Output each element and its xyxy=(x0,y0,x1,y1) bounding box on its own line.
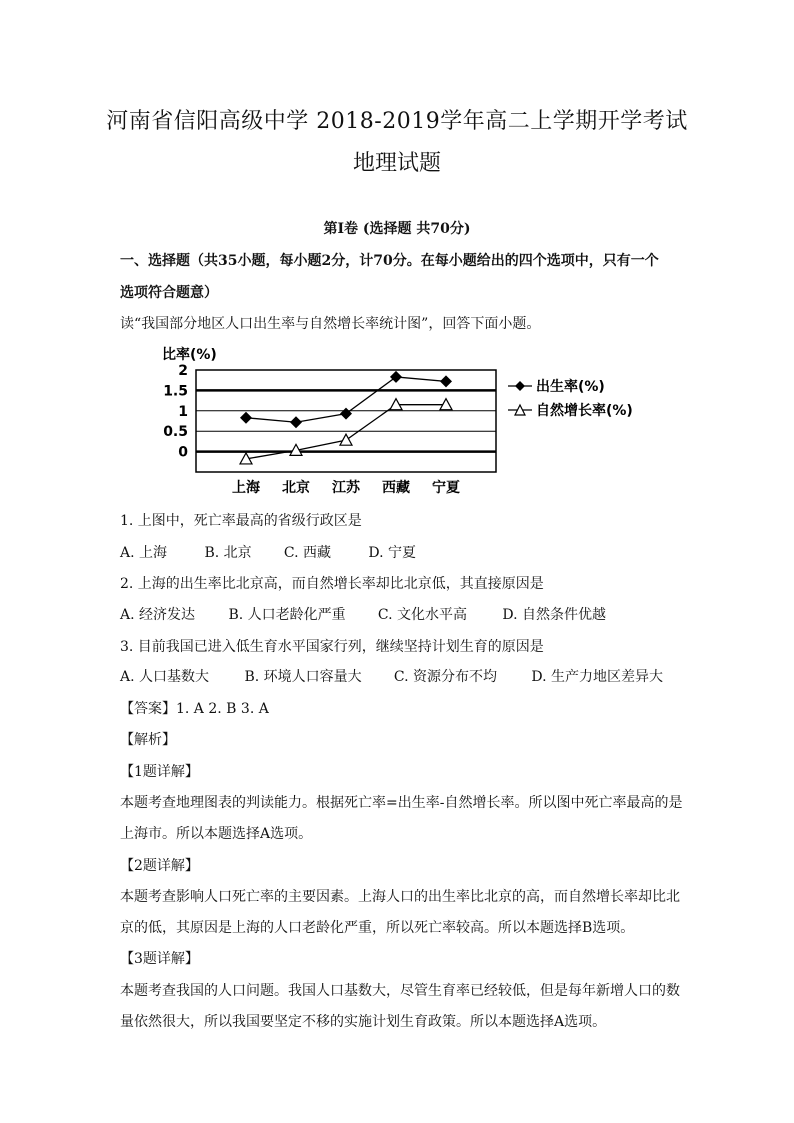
legend-diamond-marker xyxy=(515,381,525,391)
q3-option-b: B. 环境人口容量大 xyxy=(244,669,362,685)
document-subtitle: 地理试题 xyxy=(352,151,441,176)
detail-1-line-1: 本题考查地理图表的判读能力。根据死亡率=出生率-自然增长率。所以图中死亡率最高的是 xyxy=(120,795,683,811)
q2-option-d: D. 自然条件优越 xyxy=(502,607,606,623)
y-tick-label: 0 xyxy=(178,444,188,461)
y-tick-label: 0.5 xyxy=(163,424,188,441)
question-1-stem: 1. 上图中，死亡率最高的省级行政区是 xyxy=(120,513,362,529)
y-tick-label: 2 xyxy=(178,363,188,379)
question-1-options xyxy=(120,542,680,562)
birth-rate-point xyxy=(390,371,402,383)
legend-label: 自然增长率(%) xyxy=(536,403,633,419)
chart-intro: 读“我国部分地区人口出生率与自然增长率统计图”，回答下面小题。 xyxy=(120,316,541,332)
x-tick-label: 北京 xyxy=(282,480,310,496)
q1-option-b: B. 北京 xyxy=(204,545,252,561)
instruction-line-1: 一、选择题（共35小题，每小题2分，计70分。在每小题给出的四个选项中，只有一个 xyxy=(120,253,659,269)
detail-3-label: 【3题详解】 xyxy=(120,951,199,967)
x-tick-label: 江苏 xyxy=(332,480,360,496)
q1-option-c: C. 西藏 xyxy=(283,545,332,561)
q2-option-c: C. 文化水平高 xyxy=(377,607,468,623)
birth-rate-point xyxy=(290,416,302,428)
detail-1-label: 【1题详解】 xyxy=(120,764,199,780)
q1-option-d: D. 宁夏 xyxy=(368,545,416,561)
detail-2-line-1: 本题考查影响人口死亡率的主要因素。上海人口的出生率比北京的高，而自然增长率却比北 xyxy=(120,889,680,905)
y-tick-label: 1 xyxy=(178,403,188,420)
detail-2-label: 【2题详解】 xyxy=(120,858,199,874)
legend-label: 出生率(%) xyxy=(536,379,605,395)
detail-3-line-1: 本题考查我国的人口问题。我国人口基数大，尽管生育率已经较低，但是每年新增人口的数 xyxy=(120,983,680,999)
detail-1-line-2: 上海市。所以本题选择A选项。 xyxy=(120,826,313,842)
x-tick-label: 宁夏 xyxy=(432,480,460,496)
birth-rate-point xyxy=(440,375,452,387)
rate-chart xyxy=(150,340,650,505)
plot-frame xyxy=(196,370,496,472)
growth-rate-point xyxy=(340,434,352,445)
rate-chart-svg xyxy=(150,340,650,505)
birth-rate-point xyxy=(340,408,352,420)
y-tick-label: 1.5 xyxy=(163,383,188,400)
q2-option-b: B. 人口老龄化严重 xyxy=(228,607,346,623)
question-3-options xyxy=(120,666,680,686)
section-heading: 第Ⅰ卷 (选择题 共70分) xyxy=(323,221,471,237)
answer-line: 【答案】1. A 2. B 3. A xyxy=(120,701,269,717)
detail-3-line-2: 量依然很大，所以我国要坚定不移的实施计划生育政策。所以本题选择A选项。 xyxy=(120,1014,607,1030)
detail-2-line-2: 京的低，其原因是上海的人口老龄化严重，所以死亡率较高。所以本题选择B选项。 xyxy=(120,920,635,936)
document-title: 河南省信阳高级中学 2018-2019学年高二上学期开学考试 xyxy=(106,109,688,134)
y-axis-label: 比率(%) xyxy=(162,347,217,363)
q3-option-c: C. 资源分布不均 xyxy=(393,669,498,685)
q1-option-a: A. 上海 xyxy=(120,545,168,561)
question-2-stem: 2. 上海的出生率比北京高，而自然增长率却比北京低，其直接原因是 xyxy=(120,576,544,592)
q2-option-a: A. 经济发达 xyxy=(120,607,196,623)
x-tick-label: 上海 xyxy=(232,480,260,496)
x-tick-label: 西藏 xyxy=(382,480,410,496)
question-2-options xyxy=(120,604,680,624)
birth-rate-point xyxy=(240,412,252,424)
q3-option-d: D. 生产力地区差异大 xyxy=(531,669,663,685)
instruction-line-2: 选项符合题意） xyxy=(120,285,218,301)
q3-option-a: A. 人口基数大 xyxy=(120,669,210,685)
analysis-label: 【解析】 xyxy=(120,732,176,748)
question-3-stem: 3. 目前我国已进入低生育水平国家行列，继续坚持计划生育的原因是 xyxy=(120,639,544,655)
